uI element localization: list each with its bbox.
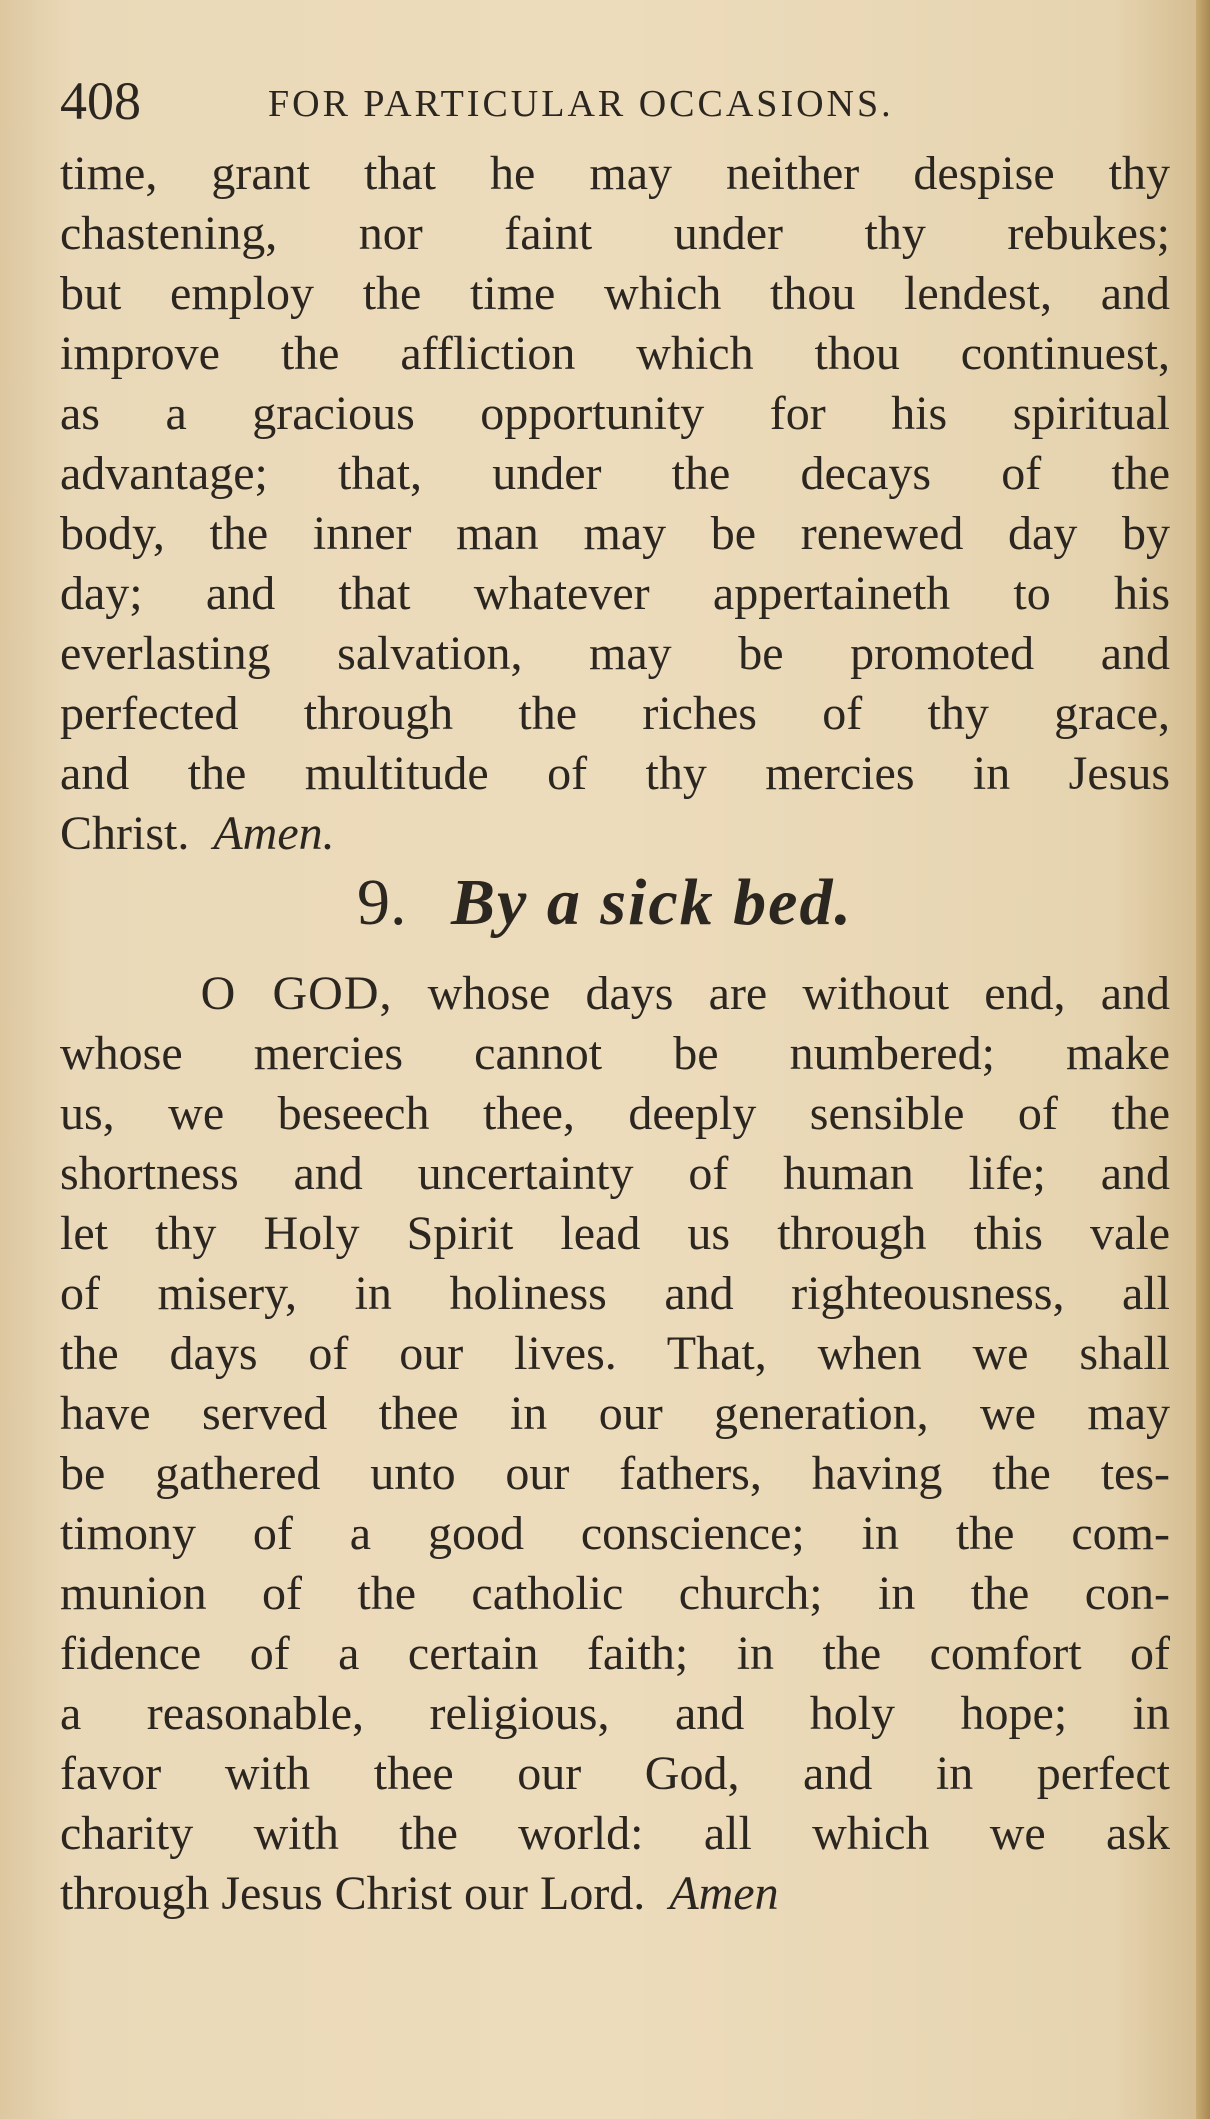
text-line: time, grant that he may neither despise thy xyxy=(60,147,1170,200)
opening-words: O GOD, xyxy=(200,967,393,1020)
text-line: day; and that whatever appertaineth to his xyxy=(60,567,1170,620)
text-line: a reasonable, religious, and holy hope; in xyxy=(60,1687,1170,1740)
text-line: fidence of a certain faith; in the comfort of xyxy=(60,1627,1170,1680)
text-line: whose mercies cannot be numbered; make xyxy=(60,1027,1170,1080)
text-line: perfected through the riches of thy grace, xyxy=(60,687,1170,740)
opening-line xyxy=(60,964,1170,1024)
text-line: and the multitude of thy mercies in Jesus xyxy=(60,747,1170,800)
text-line: shortness and uncertainty of human life; and xyxy=(60,1147,1170,1200)
text-line: everlasting salvation, may be promoted and xyxy=(60,627,1170,680)
running-head-title: FOR PARTICULAR OCCASIONS. xyxy=(268,83,894,125)
text-line: as a gracious opportunity for his spiritual xyxy=(60,387,1170,440)
section-title: By a sick bed. xyxy=(451,866,853,939)
text-line: improve the affliction which thou continuest, xyxy=(60,327,1170,380)
text-line: timony of a good conscience; in the com- xyxy=(60,1507,1170,1560)
running-head xyxy=(60,66,1180,136)
text-line: body, the inner man may be renewed day by xyxy=(60,507,1170,560)
text-line: favor with thee our God, and in perfect xyxy=(60,1747,1170,1800)
text-line: let thy Holy Spirit lead us through this vale xyxy=(60,1207,1170,1260)
closing-text: Christ. xyxy=(60,807,190,860)
text-line: chastening, nor faint under thy rebukes; xyxy=(60,207,1170,260)
text-line: but employ the time which thou lendest, and xyxy=(60,267,1170,320)
text-line: advantage; that, under the decays of the xyxy=(60,447,1170,500)
page-number: 408 xyxy=(60,71,141,131)
amen: Amen xyxy=(669,1867,779,1920)
closing-line xyxy=(60,1864,1170,1924)
text-line: of misery, in holiness and righteousness, all xyxy=(60,1267,1170,1320)
closing-line xyxy=(60,804,1170,864)
text-line: the days of our lives. That, when we shall xyxy=(60,1327,1170,1380)
text-line: have served thee in our generation, we may xyxy=(60,1387,1170,1440)
prayer-9 xyxy=(60,964,1170,1924)
opening-line-rest: whose days are without end, and xyxy=(427,967,1171,1020)
text-line: munion of the catholic church; in the con- xyxy=(60,1567,1170,1620)
text-line: charity with the world: all which we ask xyxy=(60,1807,1170,1860)
section-heading xyxy=(0,858,1210,948)
prayer-8-continued xyxy=(60,144,1170,864)
section-number: 9. xyxy=(357,866,407,939)
amen: Amen. xyxy=(213,807,335,860)
page-edge xyxy=(1196,0,1210,2119)
text-line: us, we beseech thee, deeply sensible of the xyxy=(60,1087,1170,1140)
text-line: be gathered unto our fathers, having the tes- xyxy=(60,1447,1170,1500)
closing-text: through Jesus Christ our Lord. xyxy=(60,1867,646,1920)
